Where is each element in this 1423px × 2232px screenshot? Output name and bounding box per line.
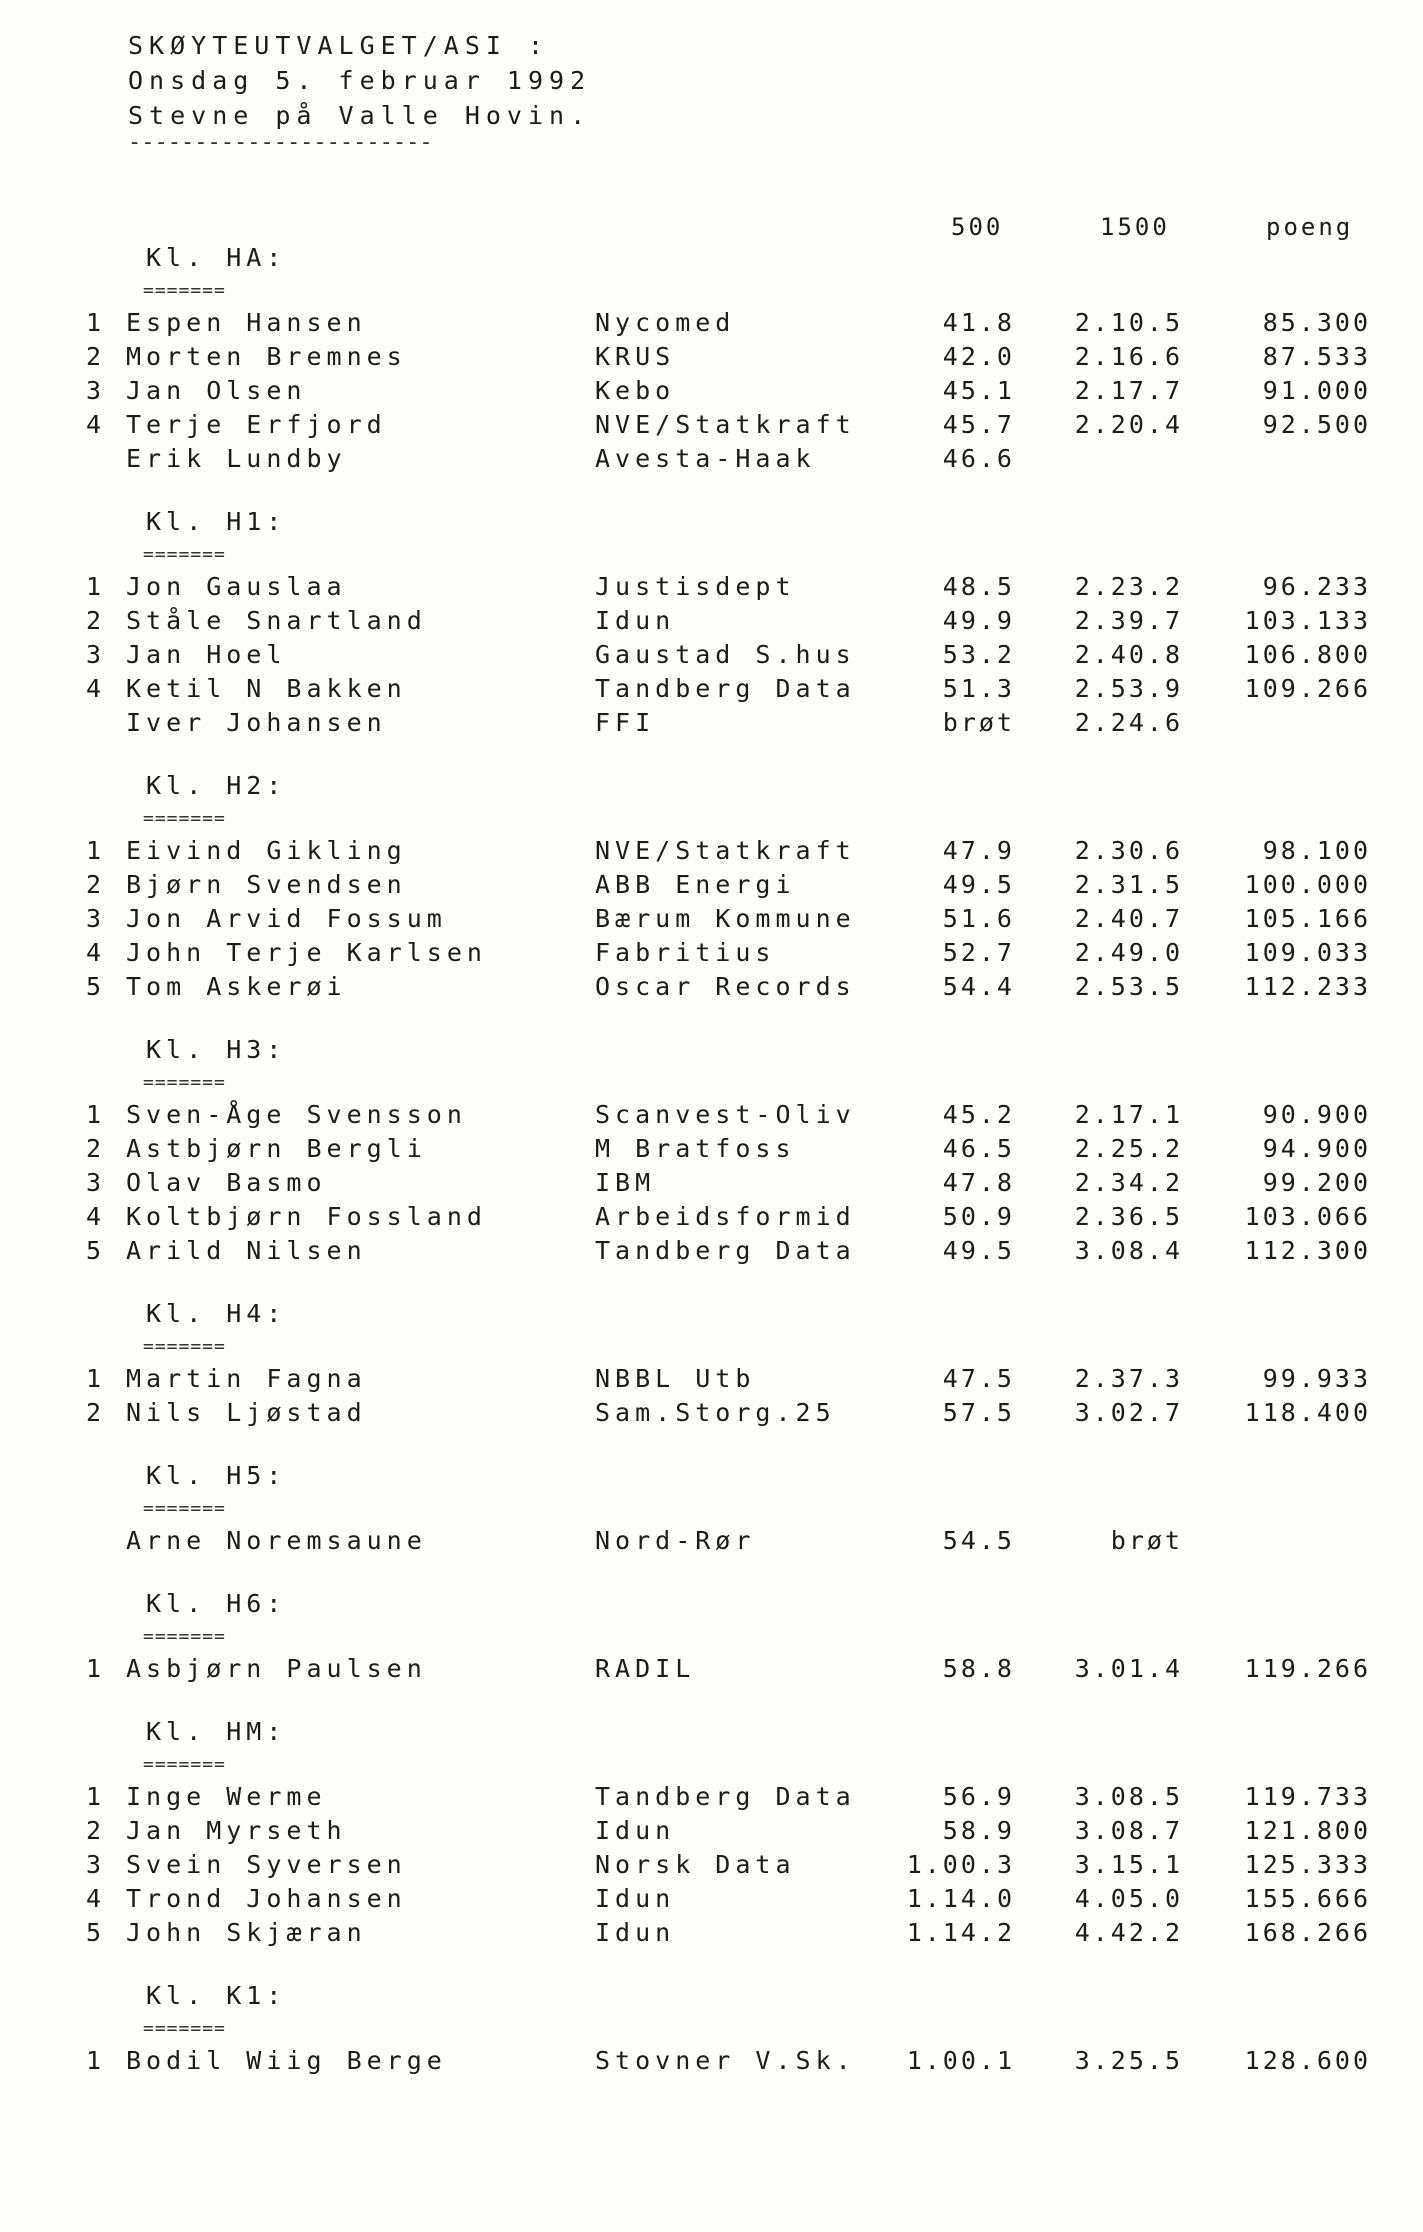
time-500: 1.14.0	[906, 1884, 1015, 1913]
time-1500: 2.36.5	[1074, 1202, 1183, 1231]
time-500: brøt	[942, 708, 1015, 737]
club: Idun	[595, 1816, 676, 1845]
document-header	[128, 28, 591, 153]
class-section	[0, 1978, 1423, 2078]
time-500: 57.5	[942, 1398, 1015, 1427]
athlete-name: Iver Johansen	[126, 708, 387, 737]
time-1500: 2.39.7	[1074, 606, 1183, 635]
points: 118.400	[1244, 1398, 1371, 1427]
athlete-name: Espen Hansen	[126, 308, 367, 337]
athlete-name: Svein Syversen	[126, 1850, 407, 1879]
athlete-name: Ståle Snartland	[126, 606, 427, 635]
points: 119.733	[1244, 1782, 1371, 1811]
class-section	[0, 1032, 1423, 1268]
points: 99.933	[1262, 1364, 1371, 1393]
athlete-name: Jan Myrseth	[126, 1816, 347, 1845]
points: 99.200	[1262, 1168, 1371, 1197]
time-1500: 2.20.4	[1074, 410, 1183, 439]
result-row	[0, 2044, 1423, 2078]
result-row	[0, 1200, 1423, 1234]
heading-underline: =======	[143, 1626, 226, 1647]
club: Tandberg Data	[595, 1782, 856, 1811]
result-row	[0, 1652, 1423, 1686]
time-1500: 2.23.2	[1074, 572, 1183, 601]
time-500: 58.9	[942, 1816, 1015, 1845]
time-500: 53.2	[942, 640, 1015, 669]
time-1500: 3.15.1	[1074, 1850, 1183, 1879]
points: 168.266	[1244, 1918, 1371, 1947]
result-row	[0, 1362, 1423, 1396]
points: 109.033	[1244, 938, 1371, 967]
athlete-name: Jan Hoel	[126, 640, 287, 669]
rank: 1	[86, 2046, 107, 2075]
result-row	[0, 1780, 1423, 1814]
athlete-name: Martin Fagna	[126, 1364, 367, 1393]
athlete-name: John Terje Karlsen	[126, 938, 487, 967]
athlete-name: John Skjæran	[126, 1918, 367, 1947]
rank: 2	[86, 870, 107, 899]
time-500: 45.2	[942, 1100, 1015, 1129]
result-row	[0, 1916, 1423, 1950]
time-500: 46.6	[942, 444, 1015, 473]
athlete-name: Trond Johansen	[126, 1884, 407, 1913]
class-heading: Kl. H3:	[146, 1035, 287, 1064]
athlete-name: Morten Bremnes	[126, 342, 407, 371]
points: 100.000	[1244, 870, 1371, 899]
athlete-name: Erik Lundby	[126, 444, 347, 473]
time-500: 49.5	[942, 870, 1015, 899]
club: IBM	[595, 1168, 656, 1197]
result-row	[0, 604, 1423, 638]
rank: 1	[86, 1364, 107, 1393]
club: Tandberg Data	[595, 674, 856, 703]
class-heading: Kl. K1:	[146, 1981, 287, 2010]
result-row	[0, 374, 1423, 408]
club: NVE/Statkraft	[595, 410, 856, 439]
time-1500: 2.40.7	[1074, 904, 1183, 933]
time-1500: 2.30.6	[1074, 836, 1183, 865]
athlete-name: Koltbjørn Fossland	[126, 1202, 487, 1231]
column-header-1500: 1500	[1100, 213, 1170, 241]
result-row	[0, 868, 1423, 902]
heading-underline: =======	[143, 2018, 226, 2039]
rank: 5	[86, 1236, 107, 1265]
rank: 2	[86, 1816, 107, 1845]
points: 98.100	[1262, 836, 1371, 865]
points: 103.133	[1244, 606, 1371, 635]
club: Nycomed	[595, 308, 736, 337]
athlete-name: Inge Werme	[126, 1782, 327, 1811]
event-venue: Stevne på Valle Hovin.	[128, 101, 592, 130]
class-section	[0, 1586, 1423, 1686]
result-row	[0, 1098, 1423, 1132]
points: 105.166	[1244, 904, 1371, 933]
heading-underline: =======	[143, 808, 226, 829]
time-1500: 3.08.7	[1074, 1816, 1183, 1845]
rank: 4	[86, 1202, 107, 1231]
points: 92.500	[1262, 410, 1371, 439]
result-row	[0, 834, 1423, 868]
athlete-name: Jon Gauslaa	[126, 572, 347, 601]
class-heading: Kl. H2:	[146, 771, 287, 800]
time-500: 49.9	[942, 606, 1015, 635]
heading-underline: =======	[143, 544, 226, 565]
class-heading: Kl. HA:	[146, 243, 287, 272]
rank: 3	[86, 376, 107, 405]
result-row	[0, 1132, 1423, 1166]
result-row	[0, 1234, 1423, 1268]
athlete-name: Bodil Wiig Berge	[126, 2046, 447, 2075]
club: Gaustad S.hus	[595, 640, 856, 669]
result-row	[0, 706, 1423, 740]
class-section	[0, 768, 1423, 1004]
club: Idun	[595, 1918, 676, 1947]
athlete-name: Ketil N Bakken	[126, 674, 407, 703]
rank: 4	[86, 674, 107, 703]
result-row	[0, 442, 1423, 476]
time-1500: 3.08.4	[1074, 1236, 1183, 1265]
rank: 1	[86, 572, 107, 601]
points: 121.800	[1244, 1816, 1371, 1845]
time-500: 50.9	[942, 1202, 1015, 1231]
time-1500: 2.31.5	[1074, 870, 1183, 899]
rank: 1	[86, 1782, 107, 1811]
club: ABB Energi	[595, 870, 796, 899]
club: Kebo	[595, 376, 676, 405]
points: 125.333	[1244, 1850, 1371, 1879]
time-1500: 3.08.5	[1074, 1782, 1183, 1811]
club: NBBL Utb	[595, 1364, 756, 1393]
result-row	[0, 1524, 1423, 1558]
club: Tandberg Data	[595, 1236, 856, 1265]
heading-underline: =======	[143, 1498, 226, 1519]
club: Oscar Records	[595, 972, 856, 1001]
rank: 3	[86, 640, 107, 669]
athlete-name: Arild Nilsen	[126, 1236, 367, 1265]
time-1500: 2.17.7	[1074, 376, 1183, 405]
time-1500: 2.37.3	[1074, 1364, 1183, 1393]
points: 155.666	[1244, 1884, 1371, 1913]
rank: 2	[86, 342, 107, 371]
rank: 1	[86, 308, 107, 337]
athlete-name: Terje Erfjord	[126, 410, 387, 439]
time-500: 46.5	[942, 1134, 1015, 1163]
points: 112.233	[1244, 972, 1371, 1001]
class-heading: Kl. H4:	[146, 1299, 287, 1328]
club: Idun	[595, 1884, 676, 1913]
time-500: 47.5	[942, 1364, 1015, 1393]
time-500: 56.9	[942, 1782, 1015, 1811]
time-500: 52.7	[942, 938, 1015, 967]
athlete-name: Asbjørn Paulsen	[126, 1654, 427, 1683]
time-500: 49.5	[942, 1236, 1015, 1265]
points: 91.000	[1262, 376, 1371, 405]
club: Fabritius	[595, 938, 776, 967]
club: KRUS	[595, 342, 676, 371]
time-500: 54.5	[942, 1526, 1015, 1555]
athlete-name: Bjørn Svendsen	[126, 870, 407, 899]
points: 90.900	[1262, 1100, 1371, 1129]
points: 94.900	[1262, 1134, 1371, 1163]
result-row	[0, 1166, 1423, 1200]
time-1500: 2.49.0	[1074, 938, 1183, 967]
time-500: 45.7	[942, 410, 1015, 439]
heading-underline: =======	[143, 280, 226, 301]
rank: 2	[86, 606, 107, 635]
rank: 5	[86, 972, 107, 1001]
rank: 3	[86, 1168, 107, 1197]
time-500: 1.00.1	[906, 2046, 1015, 2075]
time-1500: 2.10.5	[1074, 308, 1183, 337]
column-header-points: poeng	[1266, 213, 1354, 241]
result-row	[0, 638, 1423, 672]
time-1500: 3.02.7	[1074, 1398, 1183, 1427]
time-500: 47.8	[942, 1168, 1015, 1197]
points: 106.800	[1244, 640, 1371, 669]
points: 119.266	[1244, 1654, 1371, 1683]
result-row	[0, 936, 1423, 970]
result-row	[0, 1848, 1423, 1882]
athlete-name: Olav Basmo	[126, 1168, 327, 1197]
time-500: 58.8	[942, 1654, 1015, 1683]
rank: 3	[86, 904, 107, 933]
result-row	[0, 902, 1423, 936]
class-heading: Kl. H1:	[146, 507, 287, 536]
result-row	[0, 570, 1423, 604]
rank: 3	[86, 1850, 107, 1879]
club: Scanvest-Oliv	[595, 1100, 856, 1129]
time-1500: 2.53.5	[1074, 972, 1183, 1001]
athlete-name: Astbjørn Bergli	[126, 1134, 427, 1163]
rank: 4	[86, 410, 107, 439]
time-500: 41.8	[942, 308, 1015, 337]
time-1500: 2.17.1	[1074, 1100, 1183, 1129]
time-500: 48.5	[942, 572, 1015, 601]
result-row	[0, 1396, 1423, 1430]
class-section	[0, 1714, 1423, 1950]
club: NVE/Statkraft	[595, 836, 856, 865]
club: M Bratfoss	[595, 1134, 796, 1163]
club: Avesta-Haak	[595, 444, 816, 473]
athlete-name: Jan Olsen	[126, 376, 307, 405]
result-row	[0, 1814, 1423, 1848]
time-500: 1.14.2	[906, 1918, 1015, 1947]
points: 87.533	[1262, 342, 1371, 371]
time-1500: 2.24.6	[1074, 708, 1183, 737]
athlete-name: Nils Ljøstad	[126, 1398, 367, 1427]
rank: 2	[86, 1398, 107, 1427]
points: 85.300	[1262, 308, 1371, 337]
time-1500: 4.42.2	[1074, 1918, 1183, 1947]
class-section	[0, 240, 1423, 476]
rank: 4	[86, 1884, 107, 1913]
time-1500: 2.16.6	[1074, 342, 1183, 371]
rank: 5	[86, 1918, 107, 1947]
result-row	[0, 1882, 1423, 1916]
column-header-500: 500	[951, 213, 1004, 241]
result-row	[0, 340, 1423, 374]
club: Justisdept	[595, 572, 796, 601]
rank: 2	[86, 1134, 107, 1163]
class-section	[0, 1296, 1423, 1430]
athlete-name: Jon Arvid Fossum	[126, 904, 447, 933]
club: Arbeidsformid	[595, 1202, 856, 1231]
club: Bærum Kommune	[595, 904, 856, 933]
time-1500: 2.34.2	[1074, 1168, 1183, 1197]
heading-underline: =======	[143, 1754, 226, 1775]
athlete-name: Eivind Gikling	[126, 836, 407, 865]
time-1500: 4.05.0	[1074, 1884, 1183, 1913]
time-1500: 3.25.5	[1074, 2046, 1183, 2075]
club: FFI	[595, 708, 656, 737]
header-rule: -----------------------	[128, 130, 433, 155]
heading-underline: =======	[143, 1336, 226, 1357]
class-heading: Kl. HM:	[146, 1717, 287, 1746]
result-row	[0, 970, 1423, 1004]
points: 112.300	[1244, 1236, 1371, 1265]
time-500: 45.1	[942, 376, 1015, 405]
result-row	[0, 408, 1423, 442]
time-500: 51.3	[942, 674, 1015, 703]
event-date: Onsdag 5. februar 1992	[128, 66, 592, 95]
club: RADIL	[595, 1654, 696, 1683]
class-section	[0, 504, 1423, 740]
rank: 4	[86, 938, 107, 967]
club: Stovner V.Sk.	[595, 2046, 856, 2075]
time-500: 1.00.3	[906, 1850, 1015, 1879]
time-1500: brøt	[1110, 1526, 1183, 1555]
club: Norsk Data	[595, 1850, 796, 1879]
organization-title: SKØYTEUTVALGET/ASI :	[128, 31, 550, 60]
time-500: 42.0	[942, 342, 1015, 371]
rank: 1	[86, 1100, 107, 1129]
points: 96.233	[1262, 572, 1371, 601]
class-heading: Kl. H6:	[146, 1589, 287, 1618]
athlete-name: Arne Noremsaune	[126, 1526, 427, 1555]
time-1500: 2.25.2	[1074, 1134, 1183, 1163]
result-row	[0, 672, 1423, 706]
time-1500: 2.40.8	[1074, 640, 1183, 669]
club: Idun	[595, 606, 676, 635]
points: 103.066	[1244, 1202, 1371, 1231]
rank: 1	[86, 1654, 107, 1683]
athlete-name: Tom Askerøi	[126, 972, 347, 1001]
class-heading: Kl. H5:	[146, 1461, 287, 1490]
result-row	[0, 306, 1423, 340]
time-500: 51.6	[942, 904, 1015, 933]
rank: 1	[86, 836, 107, 865]
time-500: 54.4	[942, 972, 1015, 1001]
time-1500: 3.01.4	[1074, 1654, 1183, 1683]
points: 109.266	[1244, 674, 1371, 703]
class-section	[0, 1458, 1423, 1558]
points: 128.600	[1244, 2046, 1371, 2075]
time-500: 47.9	[942, 836, 1015, 865]
time-1500: 2.53.9	[1074, 674, 1183, 703]
athlete-name: Sven-Åge Svensson	[126, 1100, 467, 1129]
club: Sam.Storg.25	[595, 1398, 836, 1427]
heading-underline: =======	[143, 1072, 226, 1093]
results-list	[0, 240, 1423, 2106]
club: Nord-Rør	[595, 1526, 756, 1555]
